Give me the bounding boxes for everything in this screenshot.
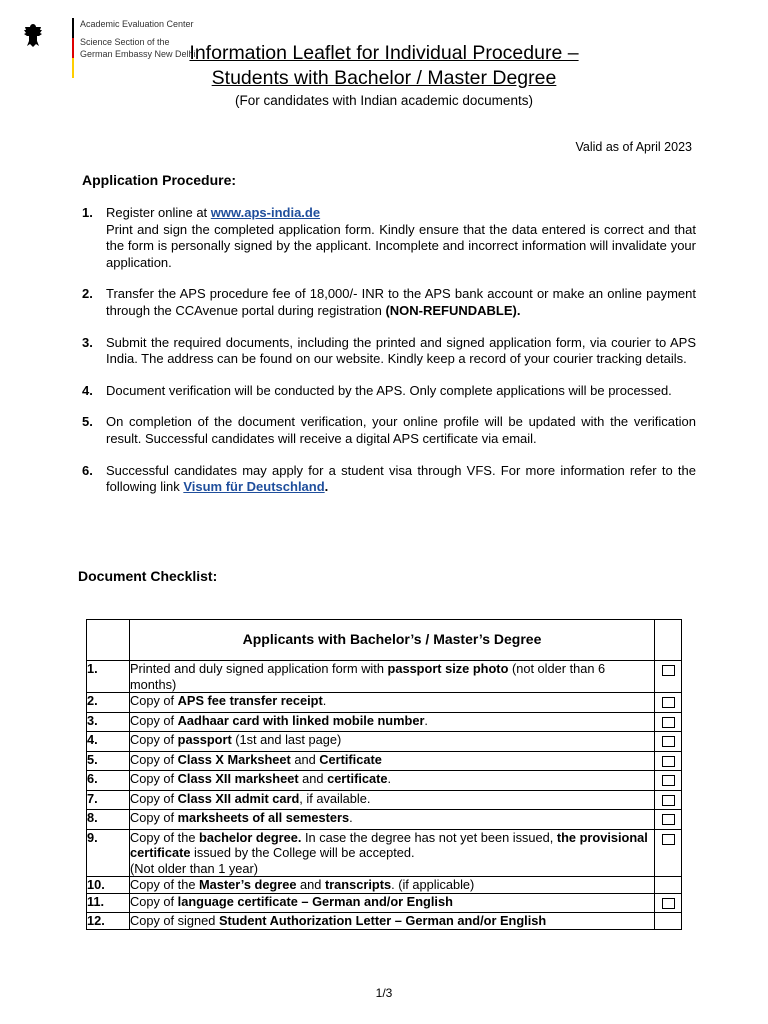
text-bold: bachelor degree. (199, 829, 302, 845)
document-checklist-heading: Document Checklist: (78, 568, 218, 584)
table-row (87, 693, 682, 713)
step-number: 3. (82, 334, 93, 350)
table-row (87, 661, 682, 693)
row-number: 1. (87, 661, 130, 693)
row-text (130, 712, 655, 732)
table-row (87, 751, 682, 771)
page-title-line-1: Information Leaflet for Individual Procedure – (189, 42, 579, 64)
header-blank-cell (87, 620, 130, 661)
text-bold: Aadhaar card with linked mobile number (177, 712, 425, 728)
text-bold: Student Authorization Letter – German and/or English (218, 913, 547, 928)
checkbox[interactable] (662, 775, 675, 786)
text: Printed and duly signed application form with (130, 661, 388, 676)
checkbox-cell[interactable] (655, 771, 682, 791)
document-checklist-table (86, 619, 682, 930)
page-subtitle: (For candidates with Indian academic documents) (235, 93, 533, 108)
text-bold: language certificate – German and/or English (177, 893, 453, 909)
text-bold: Class XII marksheet (177, 771, 299, 786)
row-text (130, 751, 655, 771)
text: Copy of signed (130, 913, 219, 928)
text: . (387, 771, 392, 786)
step-4 (82, 383, 696, 400)
empty-cell (655, 913, 682, 930)
table-row (87, 893, 682, 913)
step-text: Successful candidates may apply for a student visa through VFS. For more information refer to the following link (106, 462, 696, 495)
text: In case the degree has not yet been issued, (301, 829, 557, 845)
non-refundable-note: (NON-REFUNDABLE). (385, 302, 521, 318)
row-number: 7. (87, 790, 130, 810)
text-bold: certificate (327, 771, 388, 786)
step-number: 1. (82, 205, 93, 220)
checkbox[interactable] (662, 717, 675, 728)
step-3 (82, 335, 696, 368)
row-text (130, 693, 655, 713)
step-1 (82, 205, 696, 271)
row-text (130, 732, 655, 752)
step-number: 2. (82, 286, 93, 302)
step-text: On completion of the document verification, your online profile will be updated with the verification result. Successful candidates will receive a digital APS certificate via email. (106, 414, 696, 446)
row-text (130, 810, 655, 830)
step-5 (82, 414, 696, 447)
checkbox[interactable] (662, 665, 675, 676)
text-bold: the provisional certificate (130, 829, 648, 860)
text: Copy of (130, 732, 178, 747)
table-row (87, 829, 682, 877)
empty-cell (655, 877, 682, 894)
text: (not older than 6 months) (130, 661, 606, 692)
table-row (87, 712, 682, 732)
checkbox[interactable] (662, 697, 675, 708)
application-steps (82, 205, 696, 511)
checkbox[interactable] (662, 898, 675, 909)
row-number: 10. (87, 877, 130, 894)
text: Copy of (130, 893, 178, 909)
table-header-row (87, 620, 682, 661)
checkbox[interactable] (662, 736, 675, 747)
step-6 (82, 463, 696, 496)
row-text (130, 661, 655, 693)
table-row (87, 732, 682, 752)
org-line-2: Science Section of the (80, 37, 170, 47)
title-block (0, 41, 768, 110)
text-bold: transcripts (324, 877, 392, 892)
text-bold: Class X Marksheet (177, 751, 291, 767)
text: issued by the College will be accepted. (190, 845, 415, 860)
text: Copy of (130, 693, 178, 708)
text-bold: APS fee transfer receipt (177, 693, 323, 708)
text: . (424, 712, 428, 728)
step-text: Document verification will be conducted by the APS. Only complete applications will be processed. (106, 382, 672, 398)
text-bold: passport (177, 732, 232, 747)
checkbox[interactable] (662, 834, 675, 845)
row-text (130, 913, 655, 930)
step-2 (82, 286, 696, 319)
step-number: 5. (82, 414, 93, 430)
step-text: Print and sign the completed application form. Kindly ensure that the data entered is correct and that the form is personally signed by the applicant. Incomplete and incorrect information will invalidate your application. (106, 221, 696, 270)
text: Copy of (130, 810, 178, 825)
page-number: 1/3 (375, 986, 393, 1000)
row-number: 6. (87, 771, 130, 791)
text: Copy of (130, 712, 178, 728)
text: Copy of the (130, 877, 200, 892)
text: . (322, 693, 327, 708)
header-blank-cell (655, 620, 682, 661)
step-number: 4. (82, 382, 93, 398)
row-text (130, 829, 655, 877)
step-number: 6. (82, 462, 93, 478)
checkbox-cell[interactable] (655, 732, 682, 752)
text: . (if applicable) (391, 877, 475, 892)
table-row (87, 771, 682, 791)
row-number: 2. (87, 693, 130, 713)
text-bold: passport size photo (387, 661, 509, 676)
row-text (130, 790, 655, 810)
org-line-1: Academic Evaluation Center (80, 19, 194, 29)
checkbox-cell[interactable] (655, 712, 682, 732)
checkbox-cell[interactable] (655, 810, 682, 830)
org-line-3: German Embassy New Delhi (80, 49, 196, 59)
row-text (130, 893, 655, 913)
row-text (130, 877, 655, 894)
table-row (87, 913, 682, 930)
checkbox-cell[interactable] (655, 693, 682, 713)
visa-info-link[interactable]: Visum für Deutschland (183, 479, 325, 495)
application-procedure-heading: Application Procedure: (82, 172, 237, 188)
checkbox-cell[interactable] (655, 790, 682, 810)
text: Copy of (130, 771, 178, 786)
row-number: 12. (87, 913, 130, 930)
row-text (130, 771, 655, 791)
checkbox[interactable] (662, 756, 675, 767)
row-number: 11. (87, 893, 130, 913)
text: and (290, 751, 320, 767)
step-text: Transfer the APS procedure fee of 18,000/- INR to the APS bank account or make an online payment through the CCAvenue portal during registration (106, 286, 696, 318)
row-number: 4. (87, 732, 130, 752)
text: . (349, 810, 353, 825)
text: and (298, 771, 328, 786)
step-punctuation: . (324, 479, 329, 495)
checkbox-cell[interactable] (655, 829, 682, 877)
text-bold: Certificate (319, 751, 382, 767)
row-number: 9. (87, 829, 130, 877)
table-header: Applicants with Bachelor’s / Master’s Degree (130, 620, 655, 661)
text: Copy of (130, 790, 178, 806)
table-row (87, 790, 682, 810)
table-row (87, 810, 682, 830)
checkbox-cell[interactable] (655, 751, 682, 771)
checkbox-cell[interactable] (655, 661, 682, 693)
step-text: Register online at (106, 205, 211, 220)
step-text: Submit the required documents, including the printed and signed application form, via courier to APS India. The address can be found on our website. Kindly keep a record of your courier tracking details. (106, 334, 696, 367)
text-bold: Master’s degree (199, 877, 297, 892)
checkbox-cell[interactable] (655, 893, 682, 913)
text: and (296, 877, 325, 892)
text: , if available. (299, 790, 371, 806)
text-bold: Class XII admit card (177, 790, 300, 806)
text: Copy of the (130, 829, 200, 845)
row-number: 5. (87, 751, 130, 771)
text: (Not older than 1 year) (130, 860, 259, 876)
checkbox[interactable] (662, 814, 675, 825)
valid-date: Valid as of April 2023 (575, 140, 692, 154)
text: (1st and last page) (231, 732, 342, 747)
page-title-line-2: Students with Bachelor / Master Degree (211, 67, 557, 89)
table-row (87, 877, 682, 894)
checkbox[interactable] (662, 795, 675, 806)
row-number: 3. (87, 712, 130, 732)
flag-black (72, 18, 74, 38)
aps-website-link[interactable]: www.aps-india.de (210, 205, 321, 220)
text-bold: marksheets of all semesters (177, 810, 350, 825)
row-number: 8. (87, 810, 130, 830)
text: Copy of (130, 751, 178, 767)
